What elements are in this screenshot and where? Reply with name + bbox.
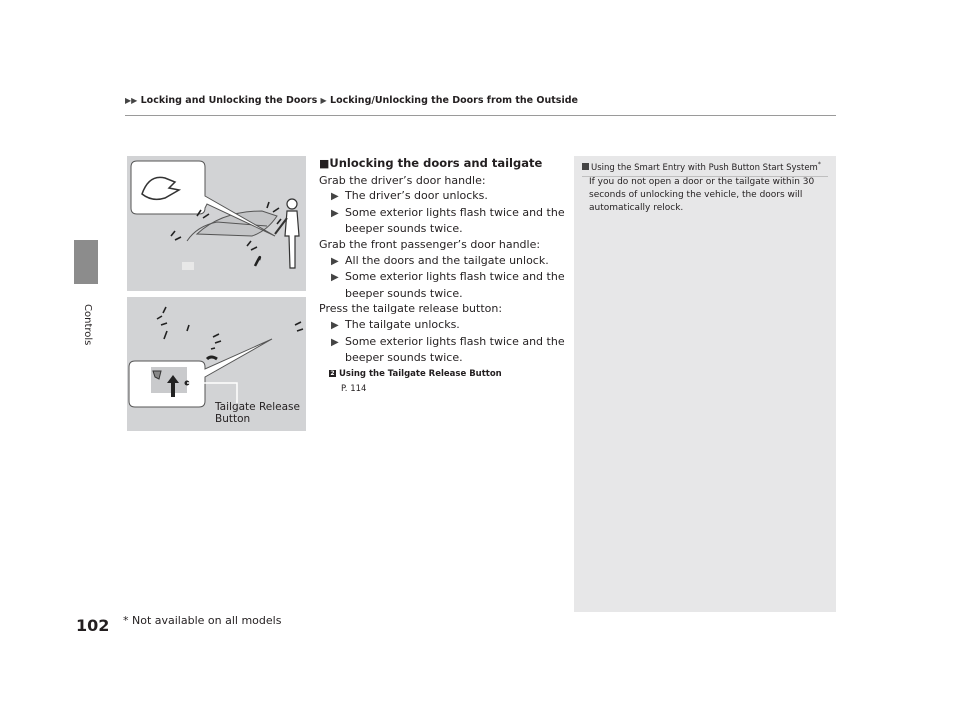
- step-result: ▶ The tailgate unlocks.: [319, 317, 569, 334]
- tailgate-release-button-label: Tailgate Release Button: [215, 401, 300, 425]
- step-action: Grab the driver’s door handle:: [319, 173, 486, 187]
- reference-arrow-icon: 2: [330, 369, 335, 377]
- step-action: Grab the front passenger’s door handle:: [319, 237, 541, 251]
- page-number: 102: [76, 616, 110, 635]
- header-rule: [125, 115, 836, 116]
- footnote: * Not available on all models: [123, 614, 282, 627]
- breadcrumb-arrow-icon: ▶: [320, 96, 327, 105]
- cross-reference-link[interactable]: 2 Using the Tailgate Release Button: [330, 368, 502, 379]
- note-body: If you do not open a door or the tailgate within 30 seconds of unlocking the vehicle, the doors will automatically relock.: [589, 177, 815, 213]
- step-result: ▶ All the doors and the tailgate unlock.: [319, 253, 569, 270]
- heading-marker-icon: ■: [319, 157, 330, 170]
- tailgate-release-illustration: [127, 297, 306, 431]
- note-title: Using the Smart Entry with Push Button Start System*: [582, 161, 828, 177]
- cross-reference-page[interactable]: P. 114: [341, 384, 367, 395]
- note-marker-icon: [582, 163, 589, 170]
- main-content: [319, 156, 569, 398]
- driver-door-illustration: [127, 156, 306, 291]
- result-arrow-icon: ▶: [331, 336, 339, 348]
- result-arrow-icon: ▶: [331, 272, 339, 284]
- result-arrow-icon: ▶: [331, 319, 339, 331]
- step-action: Press the tailgate release button:: [319, 302, 503, 316]
- section-heading: [319, 156, 569, 172]
- step-result: ▶ Some exterior lights flash twice and the beeper sounds twice.: [331, 205, 565, 236]
- section-label: Controls: [82, 304, 93, 346]
- section-heading-text: Unlocking the doors and tailgate: [329, 156, 543, 170]
- section-tab-marker: [74, 240, 98, 284]
- step-result: ▶ The driver’s door unlocks.: [319, 188, 569, 205]
- result-arrow-icon: ▶: [331, 207, 339, 219]
- step-result: ▶ Some exterior lights flash twice and the beeper sounds twice.: [331, 334, 565, 365]
- note-panel: [574, 156, 836, 612]
- breadcrumb-arrow-icon: ▶▶: [125, 96, 138, 105]
- breadcrumb-level2[interactable]: Locking/Unlocking the Doors from the Outside: [330, 95, 578, 106]
- breadcrumb-level1[interactable]: Locking and Unlocking the Doors: [140, 95, 318, 106]
- result-arrow-icon: ▶: [331, 255, 339, 267]
- result-arrow-icon: ▶: [331, 191, 339, 203]
- step-result: ▶ Some exterior lights flash twice and the beeper sounds twice.: [331, 270, 565, 300]
- breadcrumb: [125, 95, 578, 106]
